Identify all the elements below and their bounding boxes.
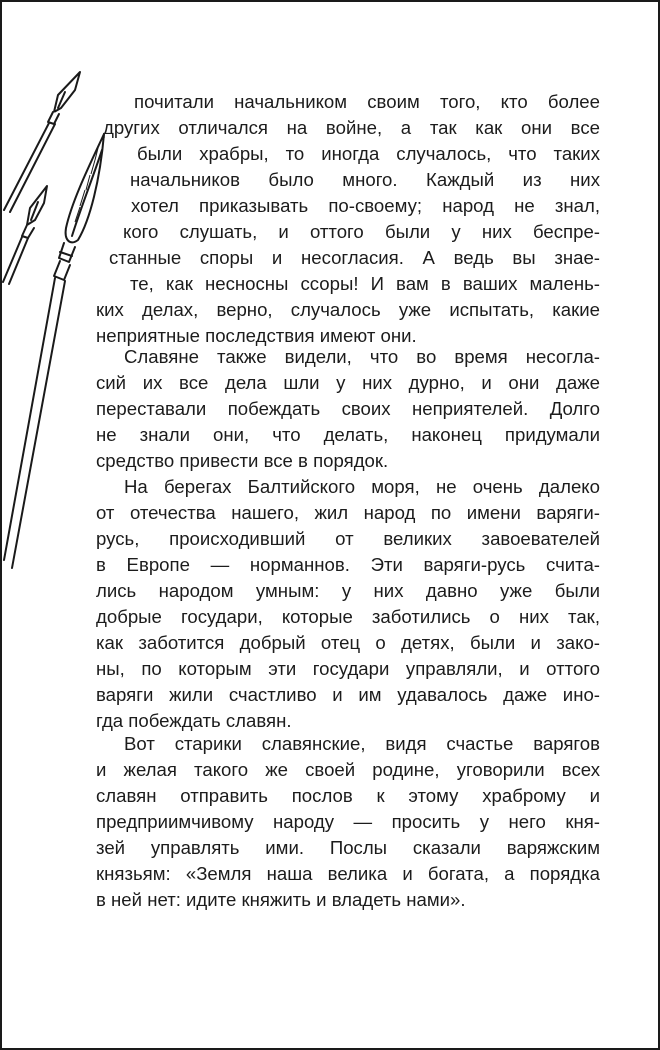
text-line: начальников было много. Каждый из них	[130, 169, 600, 190]
text-line: от отечества нашего, жил народ по имени варяги-	[96, 502, 600, 523]
text-line: ких делах, верно, случалось уже испытать, какие	[96, 299, 600, 320]
text-line: хотел приказывать по-своему; народ не знал,	[131, 195, 600, 216]
text-line: сий их все дела шли у них дурно, и они даже	[96, 372, 600, 393]
text-line: не знали они, что делать, наконец придумали	[96, 424, 600, 445]
text-line: варяги жили счастливо и им удавалось даже ино-	[96, 684, 600, 705]
spear-icon-3	[4, 134, 104, 568]
text-line: в Европе — норманнов. Эти варяги-русь счита-	[96, 554, 600, 575]
text-line: других отличался на войне, а так как они все	[103, 117, 600, 138]
text-line: Славяне также видели, что во время несогла-	[124, 346, 600, 367]
text-line: почитали начальником своим того, кто более	[134, 91, 600, 112]
text-line: князьям: «Земля наша велика и богата, а порядка	[96, 863, 600, 884]
text-line: кого слушать, и оттого были у них беспре-	[123, 221, 600, 242]
text-line: лись народом умным: у них давно уже были	[96, 580, 600, 601]
text-line: были храбры, то иногда случалось, что таких	[137, 143, 600, 164]
text-line: славян отправить послов к этому храброму и	[96, 785, 600, 806]
text-line: в ней нет: идите княжить и владеть нами».	[96, 889, 466, 910]
text-line: На берегах Балтийского моря, не очень далеко	[124, 476, 600, 497]
text-line: средство привести все в порядок.	[96, 450, 389, 471]
text-line: как заботится добрый отец о детях, были и зако-	[96, 632, 600, 653]
text-line: и желая такого же своей родине, уговорили всех	[96, 759, 600, 780]
text-line: предприимчивому народу — просить у него кня-	[96, 811, 600, 832]
text-line: ны, по которым эти государи управляли, и оттого	[96, 658, 600, 679]
text-line: неприятные последствия имеют они.	[96, 325, 417, 346]
text-line: Вот старики славянские, видя счастье варягов	[124, 733, 600, 754]
text-line: переставали побеждать своих неприятелей. Долго	[96, 398, 600, 419]
text-line: станные споры и несогласия. А ведь вы знае-	[109, 247, 600, 268]
text-line: добрые государи, которые заботились о них так,	[96, 606, 600, 627]
text-line: зей управлять ими. Послы сказали варяжским	[96, 837, 600, 858]
text-line: те, как несносны ссоры! И вам в ваших малень-	[130, 273, 600, 294]
text-line: русь, происходивший от великих завоевателей	[96, 528, 600, 549]
text-line: гда побеждать славян.	[96, 710, 292, 731]
